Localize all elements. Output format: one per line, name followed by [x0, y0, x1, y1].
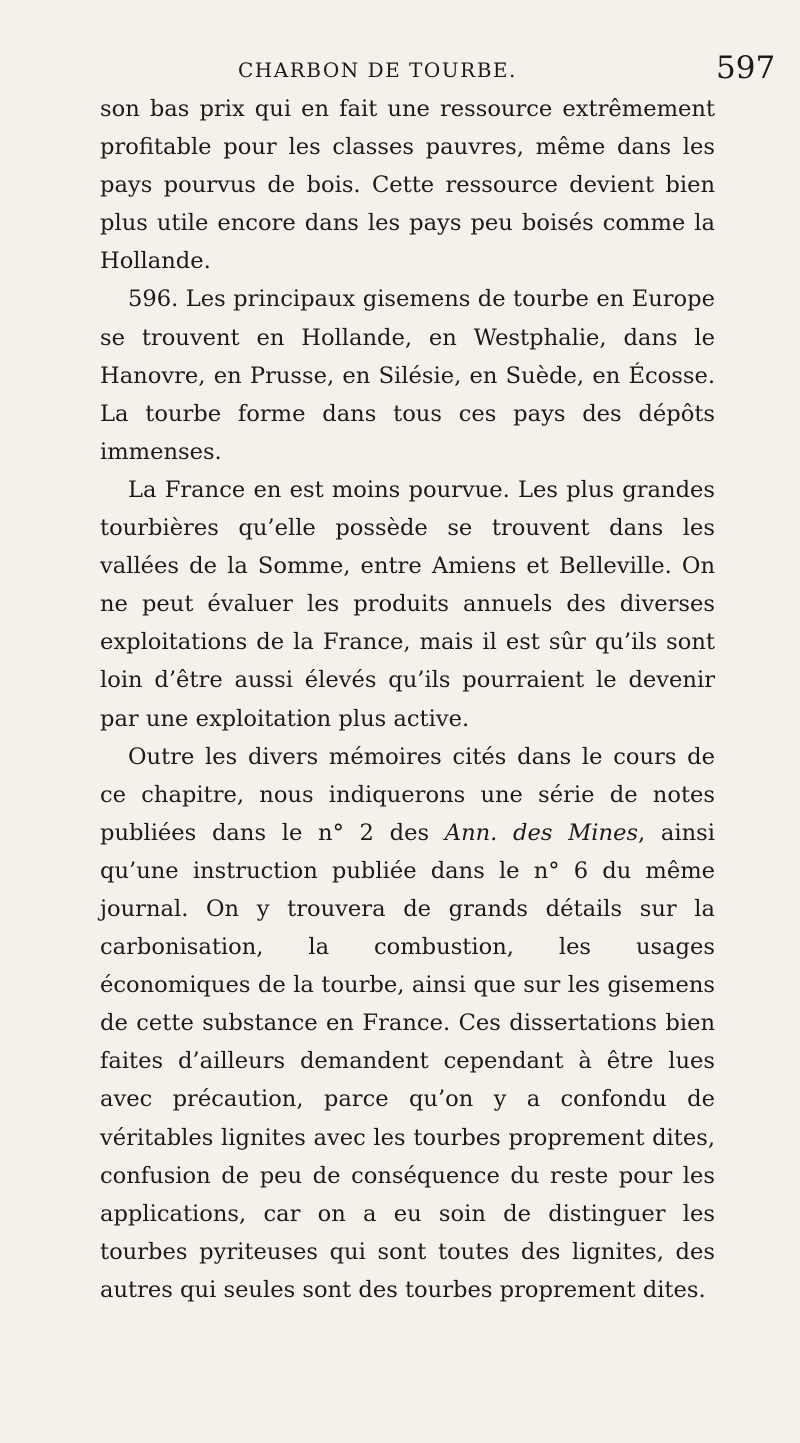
paragraph-2: 596. Les principaux gisemens de tourbe en Europe se trouvent en Hollande, en Westphalie, dans le Hanovre, en Prusse, en Silésie, en Suède, en Écosse. La tourbe forme dans tous ces pays des dépôts immenses. [100, 286, 715, 465]
paragraph-4 [100, 738, 715, 1309]
page-body [100, 90, 715, 1309]
paragraph-4-text-before: Outre les divers mémoires cités dans le cours de ce chapitre, nous indiquerons une série de notes publiées dans le n° 2 des [100, 743, 715, 846]
page-header [0, 48, 800, 88]
paragraph-4-text-after: , ainsi qu’une instruction publiée dans le n° 6 du même journal. On y trouvera de grands détails sur la carbonisation, la combustion, les usages économiques de la tourbe, ainsi que sur les gisemens de cette substance en France. Ces dissertations bien faites d’ailleurs demandent cependant à être lues avec précaution, parce qu’on y a confondu de véritables lignites avec les tourbes proprement dites, confusion de peu de conséquence du reste pour les applications, car on a eu soin de distinguer les tourbes pyriteuses qui sont toutes des lignites, des autres qui seules sont des tourbes proprement dites. [100, 819, 715, 1303]
paragraph-1: son bas prix qui en fait une ressource extrêmement profitable pour les classes pauvres, même dans les pays pourvus de bois. Cette ressource devient bien plus utile encore dans les pays peu boisés comme la Hollande. [100, 96, 715, 275]
running-head: CHARBON DE TOURBE. [238, 58, 517, 82]
page-number: 597 [716, 50, 776, 86]
paragraph-3: La France en est moins pourvue. Les plus grandes tourbières qu’elle possède se trouvent dans les vallées de la Somme, entre Amiens et Belleville. On ne peut évaluer les produits annuels des diverses exploitations de la France, mais il est sûr qu’ils sont loin d’être aussi élevés qu’ils pourraient le devenir par une exploitation plus active. [100, 476, 715, 732]
journal-title: Ann. des Mines [444, 819, 639, 846]
